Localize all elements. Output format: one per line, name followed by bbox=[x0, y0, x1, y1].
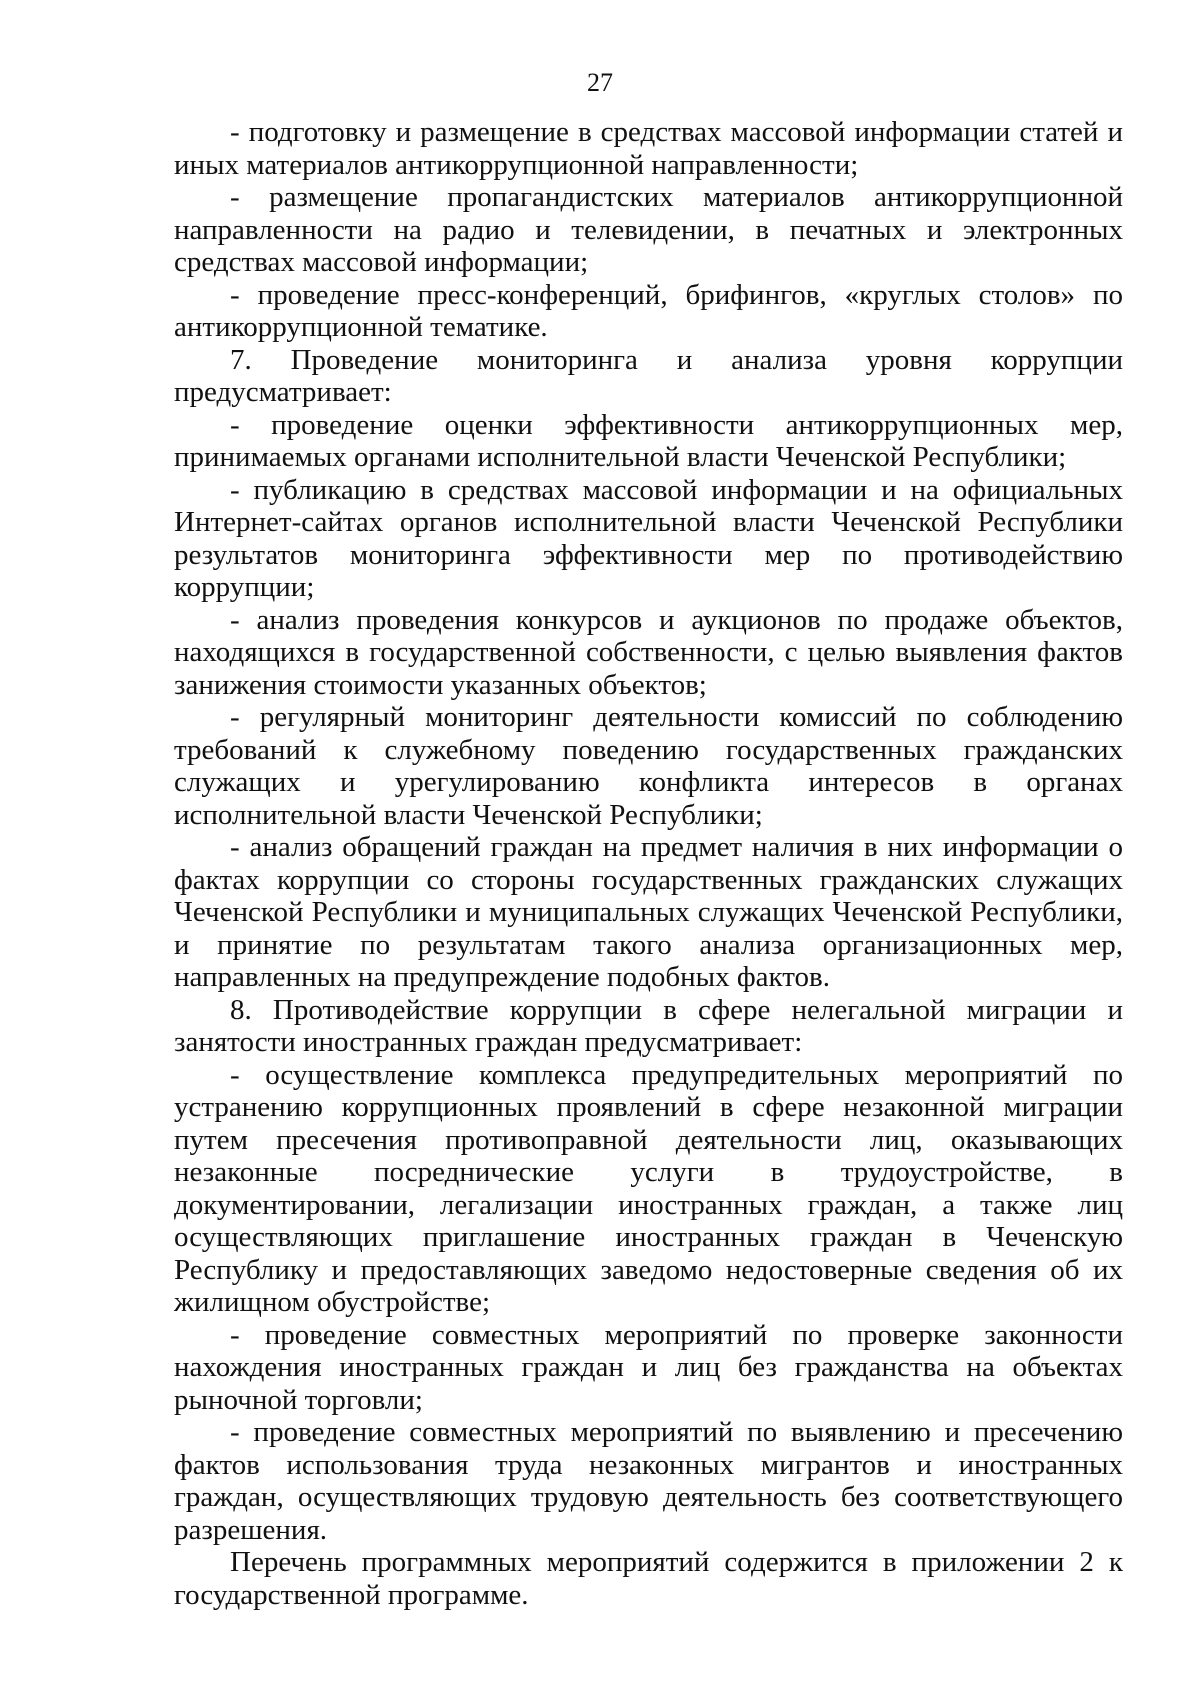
paragraph-press-conferences: - проведение пресс-конференций, брифингов, «круглых столов» по антикоррупционной тематике. bbox=[174, 278, 1123, 343]
paragraph-commission-monitoring: - регулярный мониторинг деятельности комиссий по соблюдению требований к служебному поведению государственных гражданских служащих и урегулированию конфликта интересов в органах исполнительной власти Чеченской Республики; bbox=[174, 701, 1123, 831]
paragraph-citizen-appeals: - анализ обращений граждан на предмет наличия в них информации о фактах коррупции со стороны государственных гражданских служащих Чеченской Республики и муниципальных служащих Чеченской Республики, и принятие по результатам такого анализа организационных мер, направленных на предупреждение подобных фактов. bbox=[174, 831, 1123, 993]
page-number: 27 bbox=[587, 68, 613, 97]
paragraph-media-articles: - подготовку и размещение в средствах массовой информации статей и иных материалов антикоррупционной направленности; bbox=[174, 116, 1123, 181]
paragraph-section-7-heading: 7. Проведение мониторинга и анализа уровня коррупции предусматривает: bbox=[174, 343, 1123, 408]
paragraph-auction-analysis: - анализ проведения конкурсов и аукционов по продаже объектов, находящихся в государственной собственности, с целью выявления фактов занижения стоимости указанных объектов; bbox=[174, 603, 1123, 701]
paragraph-preventive-measures: - осуществление комплекса предупредительных мероприятий по устранению коррупционных проявлений в сфере незаконной миграции путем пресечения противоправной деятельности лиц, оказывающих незаконные посреднические услуги в трудоустройстве, в документировании, легализации иностранных граждан, а также лиц осуществляющих приглашение иностранных граждан в Чеченскую Республику и предоставляющих заведомо недостоверные сведения об их жилищном обустройстве; bbox=[174, 1058, 1123, 1318]
paragraph-section-8-heading: 8. Противодействие коррупции в сфере нелегальной миграции и занятости иностранных граждан предусматривает: bbox=[174, 993, 1123, 1058]
paragraph-appendix-reference: Перечень программных мероприятий содержится в приложении 2 к государственной программе. bbox=[174, 1546, 1123, 1611]
paragraph-effectiveness-assessment: - проведение оценки эффективности антикоррупционных мер, принимаемых органами исполнительной власти Чеченской Республики; bbox=[174, 408, 1123, 473]
paragraph-illegal-labor: - проведение совместных мероприятий по выявлению и пресечению фактов использования труда незаконных мигрантов и иностранных граждан, осуществляющих трудовую деятельность без соответствующего разрешения. bbox=[174, 1416, 1123, 1546]
paragraph-monitoring-publication: - публикацию в средствах массовой информации и на официальных Интернет-сайтах органов исполнительной власти Чеченской Республики результатов мониторинга эффективности мер по противодействию коррупции; bbox=[174, 473, 1123, 603]
paragraph-legality-checks: - проведение совместных мероприятий по проверке законности нахождения иностранных граждан и лиц без гражданства на объектах рыночной торговли; bbox=[174, 1318, 1123, 1416]
paragraph-propaganda-materials: - размещение пропагандистских материалов антикоррупционной направленности на радио и телевидении, в печатных и электронных средствах массовой информации; bbox=[174, 181, 1123, 278]
document-body bbox=[174, 116, 1123, 1611]
